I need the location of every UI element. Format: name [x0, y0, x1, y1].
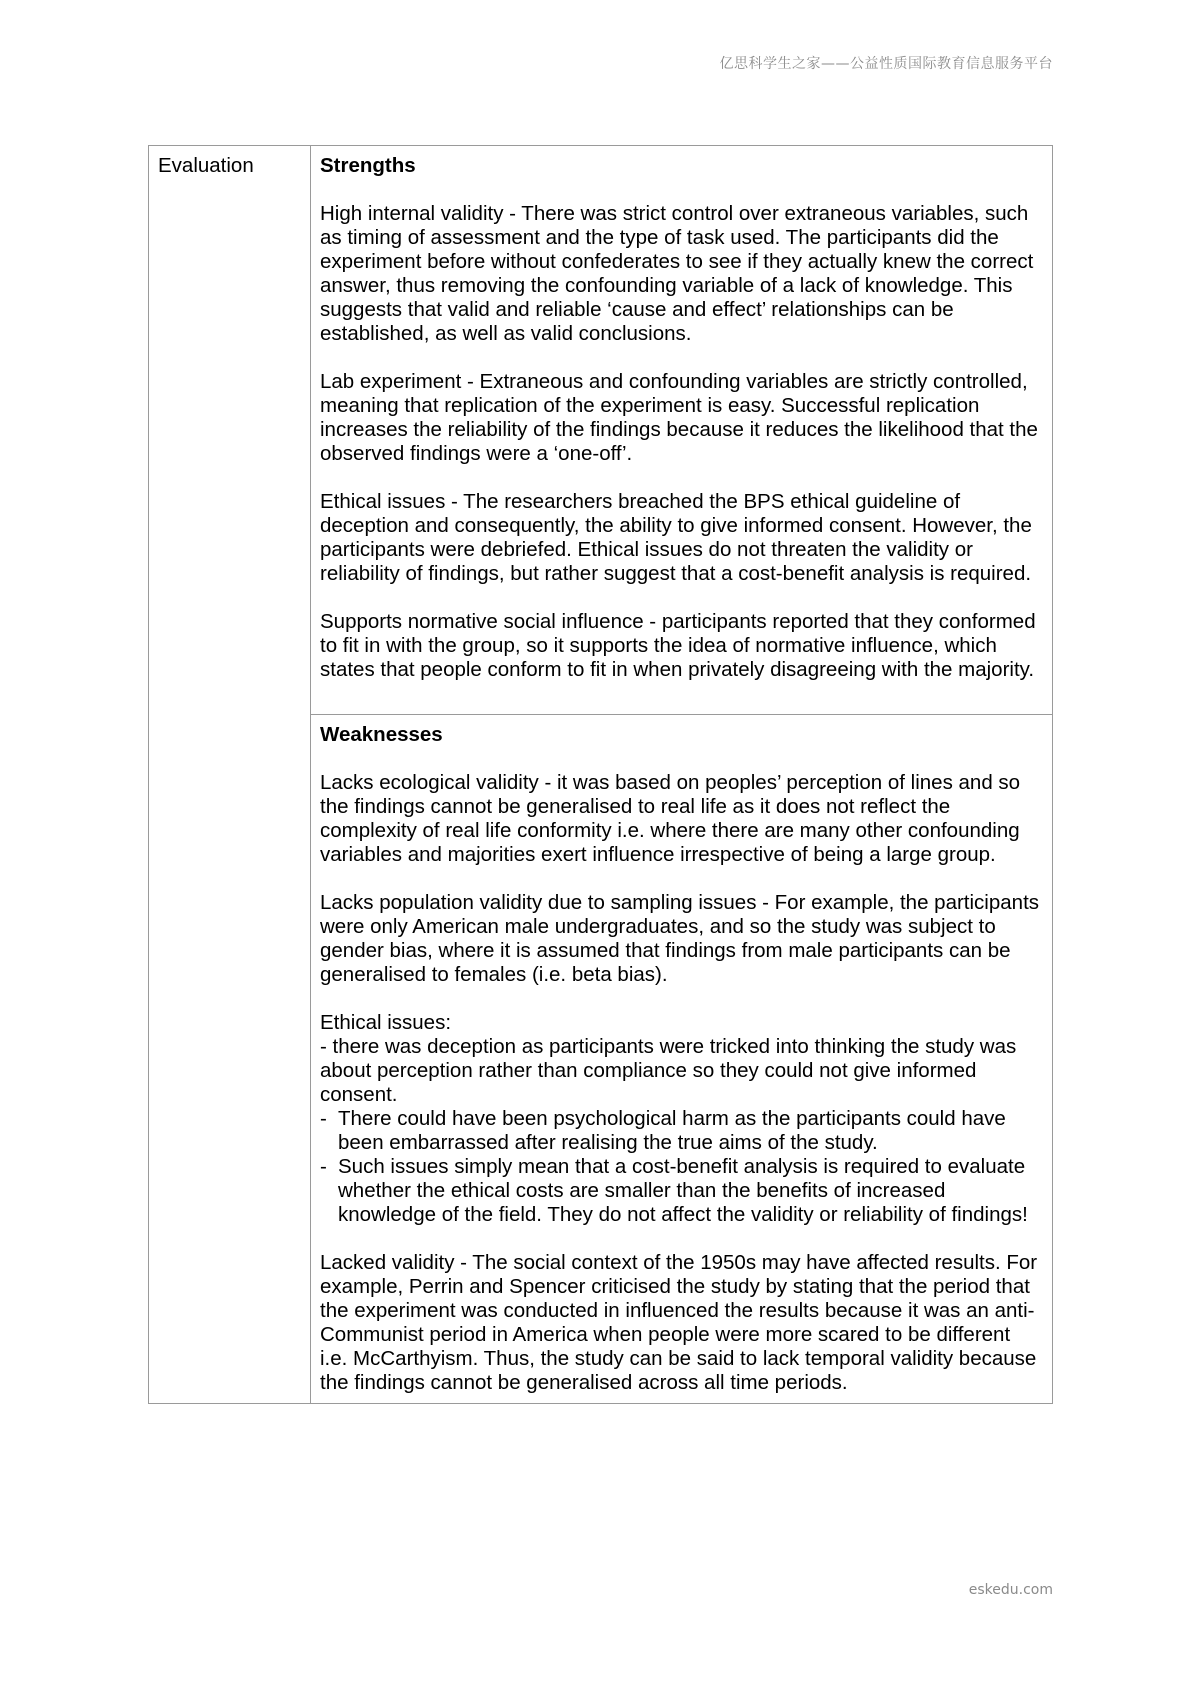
weakness-paragraph: Lacks population validity due to sampling issues - For example, the participants were only American male undergraduates, and so the study was subject to gender bias, where it is assumed that findings from male participants can be generalised to females (i.e. beta bias).: [320, 891, 1040, 986]
row-label: Evaluation: [158, 154, 254, 177]
strength-paragraph: Ethical issues - The researchers breached the BPS ethical guideline of deception and consequently, the ability to give informed consent. However, the participants were debriefed. Ethical issues do not threaten the validity or reliability of findings, but rather suggest that a cost-benefit analysis is required.: [320, 490, 1032, 585]
strength-paragraph: High internal validity - There was strict control over extraneous variables, such as timing of assessment and the type of task used. The participants did the experiment before without confederates to see if they actually knew the correct answer, thus removing the confounding variable of a lack of knowledge. This suggests that valid and reliable ‘cause and effect’ relationships can be established, as well as valid conclusions.: [320, 202, 1034, 345]
strength-paragraph: Supports normative social influence - participants reported that they conformed to fit in with the group, so it supports the idea of normative influence, which states that people conform to fit in when privately disagreeing with the majority.: [320, 610, 1036, 681]
strength-paragraph: Lab experiment - Extraneous and confounding variables are strictly controlled, meaning that replication of the experiment is easy. Successful replication increases the reliability of the findings because it reduces the likelihood that the observed findings were a ‘one-off’.: [320, 370, 1038, 465]
evaluation-table: [148, 145, 1053, 1404]
footer-site-domain: eskedu.com: [968, 1582, 1053, 1598]
header-site-title: 亿思科学生之家——公益性质国际教育信息服务平台: [719, 56, 1053, 72]
list-item-text: There could have been psychological harm as the participants could have been embarrassed after realising the true aims of the study.: [338, 1107, 1006, 1154]
ethical-issues-block: [320, 1011, 1043, 1227]
dash-bullet: -: [320, 1155, 327, 1178]
list-item: [320, 1107, 1043, 1155]
list-item-text: Such issues simply mean that a cost-benefit analysis is required to evaluate whether the ethical costs are smaller than the benefits of increased knowledge of the field. They do not affect the validity or reliability of findings!: [338, 1155, 1028, 1226]
row-label-cell: [149, 146, 311, 1404]
dash-bullet: -: [320, 1107, 327, 1130]
strengths-title: Strengths: [320, 154, 416, 177]
ethical-issues-heading: Ethical issues:: [320, 1011, 452, 1034]
strengths-cell: [311, 146, 1053, 715]
ethical-issues-list: [320, 1107, 1043, 1227]
ethical-issues-first-line: - there was deception as participants were tricked into thinking the study was about perception rather than compliance so they could not give informed consent.: [320, 1035, 1017, 1106]
weakness-paragraph: Lacks ecological validity - it was based on peoples’ perception of lines and so the findings cannot be generalised to real life as it does not reflect the complexity of real life conformity i.e. where there are many other confounding variables and majorities exert influence irrespective of being a large group.: [320, 771, 1021, 866]
weaknesses-title: Weaknesses: [320, 723, 443, 746]
weaknesses-cell: [311, 715, 1053, 1404]
list-item: [320, 1155, 1043, 1227]
weakness-paragraph: Lacked validity - The social context of the 1950s may have affected results. For example, Perrin and Spencer criticised the study by stating that the period that the experiment was conducted in influenced the results because it was an anti-Communist period in America when people were more scared to be different i.e. McCarthyism. Thus, the study can be said to lack temporal validity because the findings cannot be generalised across all time periods.: [320, 1251, 1038, 1394]
strengths-row: [149, 146, 1053, 715]
